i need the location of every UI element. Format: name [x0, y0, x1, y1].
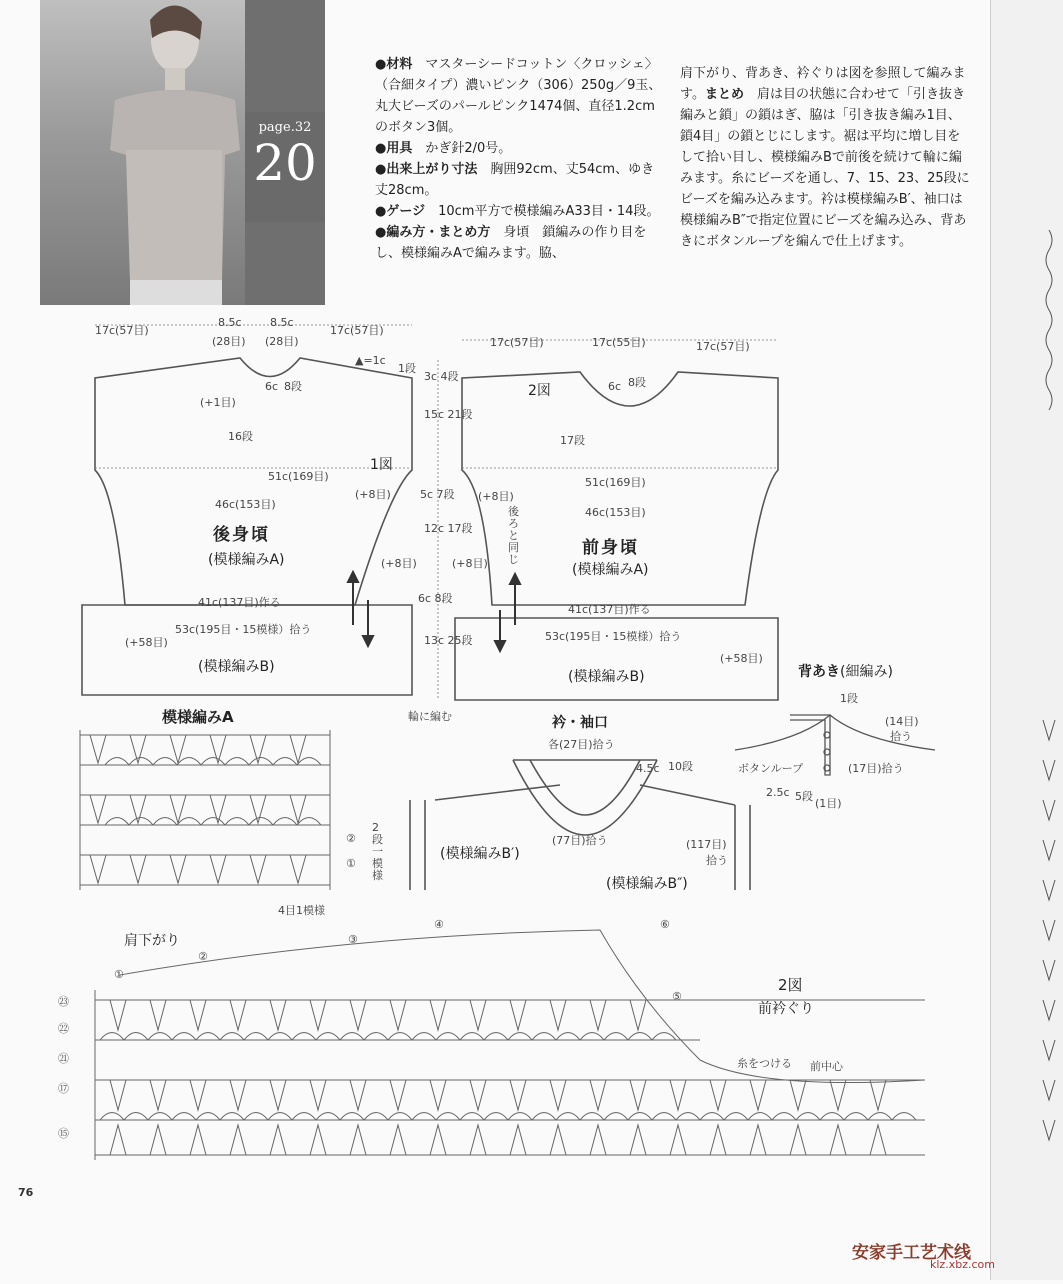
front-hem-pattern: (模様編みB) [568, 669, 645, 685]
back-chest-inc: (+8目) [355, 488, 391, 501]
front-title: 前身頃 [582, 538, 639, 558]
back-opening-title: 背あき(細編み) [798, 664, 893, 680]
back-waist: 46c(153目) [215, 498, 276, 511]
collar-depth-rows: 10段 [668, 760, 693, 773]
sleeve-pick: (117目) [686, 838, 727, 851]
finished-size: ●出来上がり寸法 胸囲92cm、丈54cm、ゆき丈28cm。 [375, 162, 655, 198]
shoulder-mark-5: ⑤ [672, 990, 682, 1003]
back-hem-inc: (+58目) [125, 636, 168, 649]
back-width-3-st: (28目) [265, 335, 299, 348]
back-marker-rows: 1段 [398, 362, 416, 375]
dim-1: 3c 4段 [424, 370, 459, 383]
back-opening-loop-pick: (17目)拾う [848, 762, 904, 775]
sleeve-rows: 5段 [795, 790, 813, 803]
back-pattern: (模様編みA) [208, 552, 285, 568]
pattern-a-row2: ② [346, 832, 356, 845]
back-armhole-rows: 16段 [228, 430, 253, 443]
pattern-a-rows-note: 2段一模様 [372, 821, 383, 882]
front-hem-start: 41c(137目)作る [568, 603, 651, 616]
back-neck-rows: 8段 [284, 380, 302, 393]
pattern-number: 20 [253, 134, 317, 192]
shoulder-mark-1: ① [114, 968, 124, 981]
back-opening-one: (1目) [815, 797, 842, 810]
front-neck-rows: 8段 [628, 376, 646, 389]
shoulder-row-17: ⑰ [58, 1082, 69, 1095]
back-neck-depth: 6c [265, 380, 279, 393]
sleeve-depth: 2.5c [766, 786, 790, 799]
shoulder-mark-2: ② [198, 950, 208, 963]
pattern-a-title: 模様編みA [162, 708, 234, 726]
collar-depth: 4.5c [636, 762, 660, 775]
back-width-4: 17c(57目) [330, 324, 384, 337]
shoulder-row-22: ㉒ [58, 1022, 69, 1035]
front-neck-depth: 6c [608, 380, 622, 393]
next-page-edge [990, 0, 1063, 1280]
shoulder-row-15: ⑮ [58, 1127, 69, 1140]
sleeve-pattern: (模様編みB″) [606, 876, 688, 892]
sleeve-pick2: 拾う [706, 854, 728, 867]
back-hem-start: 41c(137目)作る [198, 596, 281, 609]
pattern-a-repeat: 4目1模様 [278, 904, 325, 917]
center-note: 輪に編む [408, 710, 452, 723]
dim-6: 13c 25段 [424, 634, 473, 647]
front-chest: 51c(169目) [585, 476, 646, 489]
front-fig-no: 2図 [528, 383, 551, 399]
back-width-2: 8.5c [218, 316, 242, 329]
shoulder-mark-4: ④ [434, 918, 444, 931]
collar-each: 各(27目)拾う [548, 738, 615, 751]
gauge: ●ゲージ 10cm平方で模様編みA33目・14段。 [375, 204, 660, 219]
back-opening-pick2: 拾う [890, 730, 912, 743]
tools: ●用具 かぎ針2/0号。 [375, 141, 512, 156]
front-width-3: 17c(57目) [696, 340, 750, 353]
back-opening-rows: 1段 [840, 692, 858, 705]
back-neck-inc: (+1目) [200, 396, 236, 409]
page-number: 76 [18, 1186, 34, 1199]
front-hem-pick: 53c(195目・15模様）拾う [545, 630, 682, 643]
back-hem-pick: 53c(195目・15模様）拾う [175, 623, 312, 636]
back-opening-pick: (14目) [885, 715, 919, 728]
shoulder-row-21: ㉑ [58, 1052, 69, 1065]
back-width-3: 8.5c [270, 316, 294, 329]
page-ref: page.32 [258, 120, 312, 135]
front-pattern: (模様編みA) [572, 562, 649, 578]
materials: ●材料 マスターシードコットン〈クロッシェ〉（合細タイプ）濃いピンク（306）250g／9玉、丸大ビーズのパールピンク1474個、直径1.2cmのボタン3個。 [375, 57, 662, 135]
shoulder-center: 前中心 [810, 1060, 843, 1073]
front-armhole-rows: 17段 [560, 434, 585, 447]
front-inc: (+8目) [478, 490, 514, 503]
back-chest: 51c(169目) [268, 470, 329, 483]
shoulder-fig-sub: 前衿ぐり [758, 1001, 814, 1017]
instructions-col2: 肩下がり、背あき、衿ぐりは図を参照して編みます。まとめ 肩は目の状態に合わせて「引き抜き編みと鎖」の鎖はぎ、脇は「引き抜き編み1目、鎖4目」の鎖とじにします。裾は平均に増し目をして拾い目し、模様編みBで前後を続けて輪に編みます。糸にビーズを通し、7、15、23、25段にビーズを編み込みます。衿は模様編みB′、袖口は模様編みB″で指定位置にビーズを編み込み、背あきにボタンループを編んで仕上げます。 [680, 66, 970, 249]
front-width-2: 17c(55目) [592, 336, 646, 349]
front-hem-inc: (+58目) [720, 652, 763, 665]
back-marker: ▲=1c [355, 354, 386, 367]
method: ●編み方・まとめ方 身頃 鎖編みの作り目をし、模様編みAで編みます。脇、 [375, 225, 647, 261]
collar-title: 衿・袖口 [552, 715, 608, 731]
pattern-a-row1: ① [346, 857, 356, 870]
dim-3: 5c 7段 [420, 488, 455, 501]
back-title: 後身頃 [213, 525, 270, 545]
back-hem-pattern: (模様編みB) [198, 659, 275, 675]
front-width-1: 17c(57目) [490, 336, 544, 349]
dim-5: 6c 8段 [418, 592, 453, 605]
shoulder-row-23: ㉓ [58, 995, 69, 1008]
watermark-url: klz.xbz.com [930, 1258, 995, 1271]
watermark: 安家手工艺术线 [852, 1243, 971, 1263]
shoulder-attach: 糸をつける [737, 1057, 792, 1070]
back-side-inc: (+8目) [381, 557, 417, 570]
front-side-inc: (+8目) [452, 557, 488, 570]
front-same-as-back: 後ろと同じ [508, 505, 519, 566]
collar-pick: (77目)拾う [552, 834, 608, 847]
shoulder-mark-6: ⑥ [660, 918, 670, 931]
back-fig-no: 1図 [370, 457, 393, 473]
dim-4: 12c 17段 [424, 522, 473, 535]
shoulder-title: 肩下がり [124, 933, 180, 949]
collar-pattern: (模様編みB′) [440, 846, 520, 862]
front-waist: 46c(153目) [585, 506, 646, 519]
back-width-1: 17c(57目) [95, 324, 149, 337]
shoulder-mark-3: ③ [348, 933, 358, 946]
dim-2: 15c 21段 [424, 408, 473, 421]
back-opening-loop: ボタンループ [738, 762, 804, 775]
shoulder-fig-no: 2図 [778, 976, 803, 994]
back-width-2-st: (28目) [212, 335, 246, 348]
